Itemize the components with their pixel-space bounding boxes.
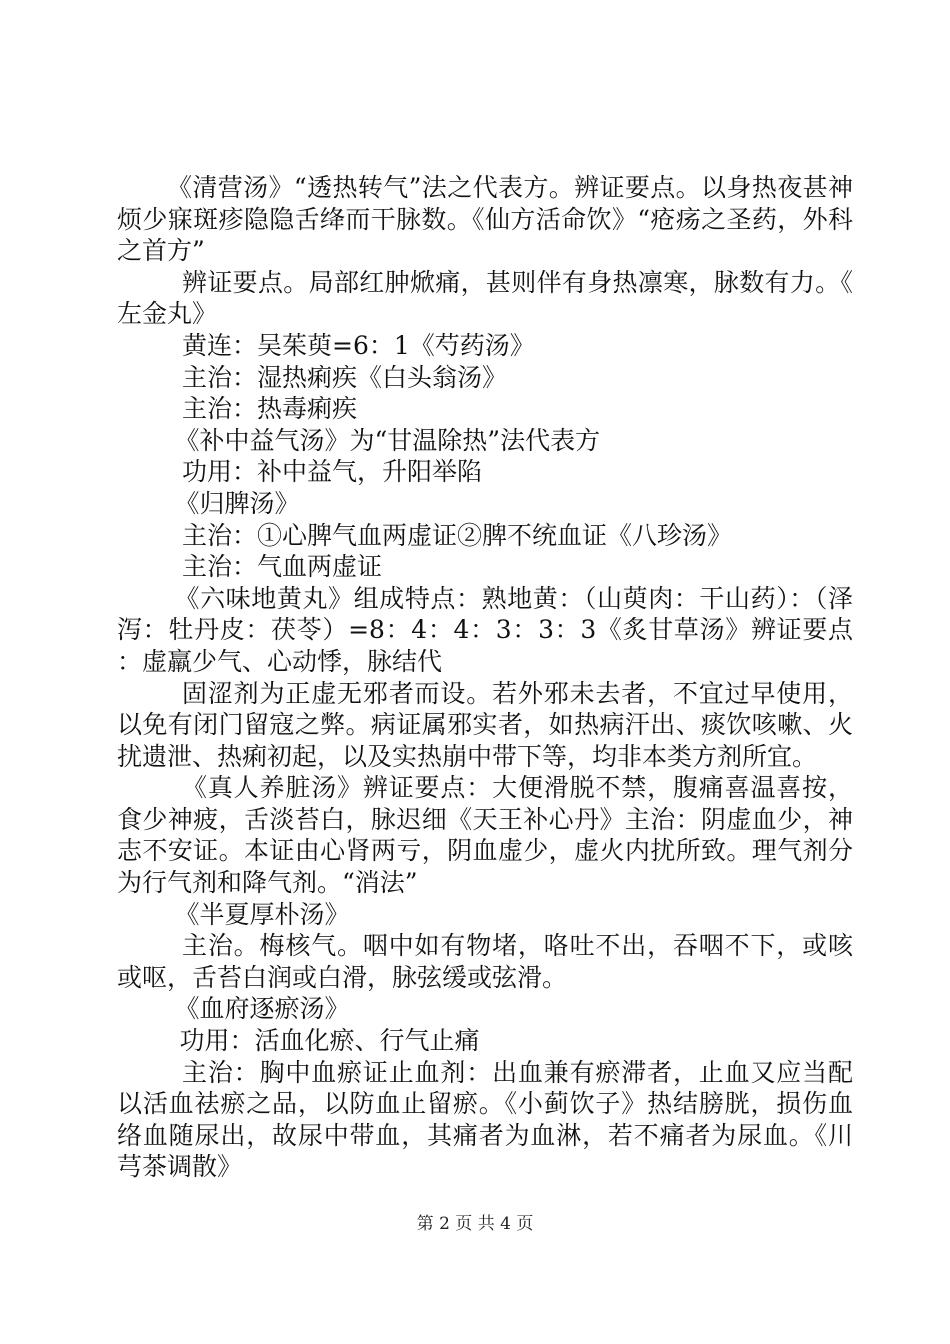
paragraph: 主治：热毒痢疾 [182,394,358,424]
paragraph: 功用：补中益气，升阳举陷 [182,457,483,487]
paragraph: 《补中益气汤》为“甘温除热”法代表方 [174,425,601,455]
paragraph: 主治：气血两虚证 [182,552,383,582]
paragraph: 黄连：吴茱萸=6：1《芍药汤》 [182,330,535,360]
paragraph: 功用：活血化瘀、行气止痛 [179,1026,480,1056]
paragraph: 主治：湿热痢疾《白头翁汤》 [182,362,508,392]
paragraph: 《清营汤》“透热转气”法之代表方。辨证要点。以身热夜甚神烦少寐斑疹隐隐舌绛而干脉数。《仙方活命饮》“疮疡之圣药，外科之首方” [117,173,853,266]
paragraph: 《真人养脏汤》辨证要点：大便滑脱不禁，腹痛喜温喜按，食少神疲，舌淡苔白，脉迟细《天王补心丹》主治：阴虚血少，神志不安证。本证由心肾两亏，阴血虚少，虚火内扰所致。理气剂分为行气剂和降气剂。“消法” [117,773,853,898]
paragraph: 主治：①心脾气血两虚证②脾不统血证《八珍汤》 [182,520,733,550]
paragraph: 主治。梅核气。咽中如有物堵，咯吐不出，吞咽不下，或咳或呕，舌苔白润或白滑，脉弦缓或弦滑。 [117,931,853,992]
paragraph: 《归脾汤》 [174,488,300,518]
page-footer: 第 2 页 共 4 页 [416,1214,534,1234]
paragraph: 辨证要点。局部红肿焮痛，甚则伴有身热凛寒，脉数有力。《左金丸》 [117,267,853,329]
paragraph: 《半夏厚朴汤》 [174,899,350,929]
paragraph: 《六味地黄丸》组成特点：熟地黄：（山萸肉：干山药）：（泽泻：牡丹皮：茯苓）=8：4：4：3：3：3《炙甘草汤》辨证要点：虚羸少气、心动悸，脉结代 [117,583,853,676]
paragraph: 固涩剂为正虚无邪者而设。若外邪未去者，不宜过早使用，以免有闭门留寇之弊。病证属邪实者，如热病汗出、痰饮咳嗽、火扰遗泄、热痢初起，以及实热崩中带下等，均非本类方剂所宜。 [117,678,853,771]
document-body [117,172,853,1183]
paragraph: 主治：胸中血瘀证止血剂：出血兼有瘀滞者，止血又应当配以活血祛瘀之品，以防血止留瘀。《小蓟饮子》热结膀胱，损伤血络血随尿出，故尿中带血，其痛者为血淋，若不痛者为尿血。《川芎茶调散》 [117,1057,853,1182]
paragraph: 《血府逐瘀汤》 [174,994,350,1024]
